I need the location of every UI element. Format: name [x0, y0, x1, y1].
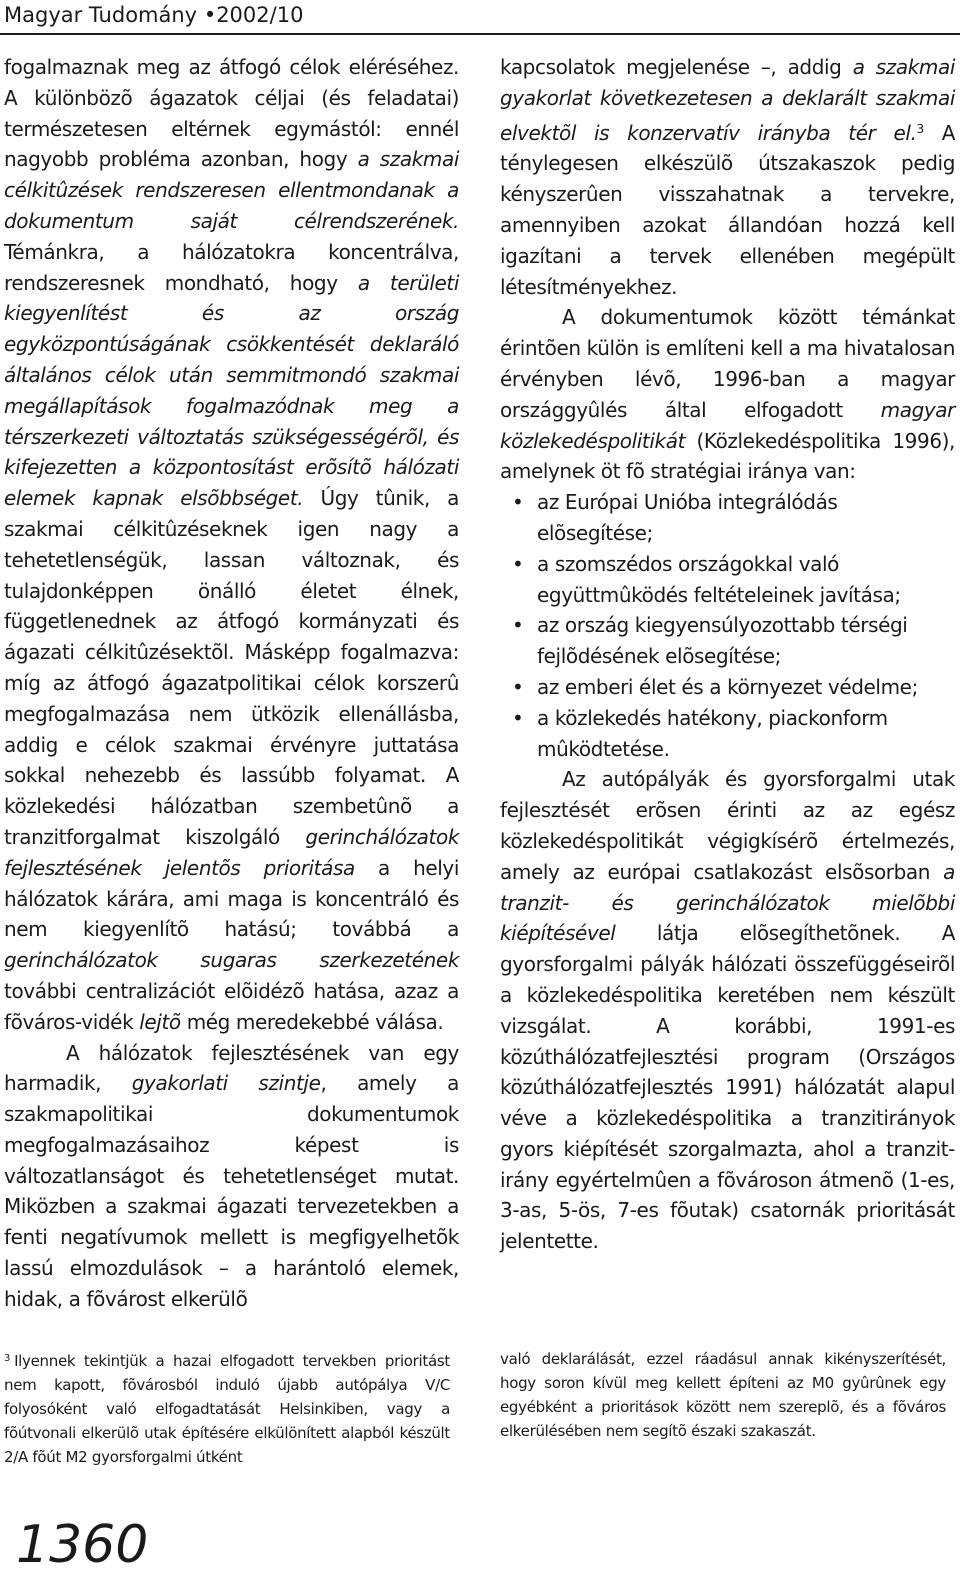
left-paragraph-1 [4, 52, 459, 1038]
right-paragraph-1 [500, 52, 955, 302]
text-run: A dokumentumok között témánkat érintõen külön is említeni kell a ma hivatalosan érvényben lévõ, 1996-ban a magyar országgyûlés által elfogadott [500, 305, 955, 422]
text-run: további centralizációt elõidézõ hatása, azaz a fõváros-vidék [4, 978, 459, 1034]
header-rule [0, 33, 960, 35]
footnote-body: Ilyennek tekintjük a hazai elfogadott tervekben prioritást nem kapott, fõvárosból induló újabb autópálya V/C folyosóként való elfogadtatását Helsinkiben, vagy a fõútvonali elkerülõ utak építésére elkülönített alapból készült 2/A fõút M2 gyorsforgalmi útként [4, 1352, 450, 1466]
list-item: • a közlekedés hatékony, piackonform mûködtetése. [500, 703, 955, 765]
footnote-text [4, 1347, 450, 1469]
journal-title: Magyar Tudomány [4, 3, 198, 27]
text-run: A hálózatok fejlesztésének van egy harmadik, [4, 1040, 459, 1096]
right-paragraph-2 [500, 302, 955, 487]
italic-run: gerinchálózatok fejlesztésének jelentõs prioritása [4, 824, 459, 880]
text-run: látja elõsegíthetõnek. A gyorsforgalmi pályák hálózati összefüggéseirõl a közlekedéspolitika keretében nem készült vizsgálat. A korábbi, 1991-es közúthálózatfejlesztési program (Országos közúthálózatfejlesztés 1991) hálózatát alapul véve a közlekedéspolitika a tranzitirányok gyors kiépítését szorgalmazta, ahol a tranzit-irány egyértelmûen a fõvároson átmenõ (1-es, 3-as, 5-ös, 7-es fõutak) csatornák prioritását jelentette. [500, 921, 955, 1254]
italic-run: magyar közlekedéspolitikát [500, 397, 955, 453]
text-run: (Közlekedéspolitika 1996), amelynek öt fõ stratégiai iránya van: [500, 428, 955, 484]
text-run: Úgy tûnik, a szakmai célkitûzéseknek igen nagy a tehetetlenségük, lassan változnak, és tulajdonképpen önálló életet élnek, függetlenednek az átfogó kormányzati és ágazati célkitûzésektõl. Másképp fogalmazva: míg az átfogó ágazatpolitikai célok korszerû megfogalmazása nem ütközik ellenállásba, addig e célok szakmai érvényre juttatása sokkal nehezebb és lassúbb folyamat. A közlekedési hálózatban szembetûnõ a tranzitforgalmat kiszolgáló [4, 486, 459, 849]
text-run: fogalmaznak meg az átfogó célok eléréséhez. A különbözõ ágazatok céljai (és feladatai) természetesen eltérnek egymástól: ennél nagyobb probléma azonban, hogy [4, 55, 459, 172]
text-run: kapcsolatok megjelenése –, addig [500, 55, 853, 79]
italic-run: gerinchálózatok sugaras szerkezetének [4, 948, 459, 973]
footnote-body: való deklarálását, ezzel ráadásul annak kikényszerítését, hogy soron kívül meg kellett építeni az M0 gyûrûnek egy egyébként a prioritások között nem szereplõ, és a fõváros elkerülésében nem segítõ északi szakaszát. [500, 1350, 946, 1440]
left-paragraph-2 [4, 1038, 459, 1315]
italic-run: a tranzit- és gerinchálózatok mielõbbi kiépítésével [500, 859, 955, 946]
footnote-text [500, 1347, 946, 1443]
running-header [0, 0, 356, 30]
text-run: , amely a szakmapolitikai dokumentumok megfogalmazásaihoz képest is változatlanságot és tehetetlenséget mutat. Miközben a szakmai ágazati tervezetekben a fenti negatívumok mellett is megfigyelhetõk lassú elmozdulások – a harántoló elemek, hidak, a fõvárost elkerülõ [4, 1071, 459, 1311]
italic-run: a területi kiegyenlítést és az ország egyközpontúságának csökkentését deklaráló általános célok után semmitmondó szakmai megállapítások fogalmazódnak meg a térszerkezeti változtatás szükségességérõl, és kifejezetten a központosítást erõsítõ hálózati elemek kapnak elsõbbséget. [4, 270, 460, 511]
list-item: • az ország kiegyensúlyozottabb térségi fejlõdésének elõsegítése; [500, 610, 955, 672]
italic-run: lejtõ [139, 1009, 181, 1034]
italic-run: a szakmai gyakorlat következetesen a deklarált szakmai elvektõl is konzervatív irányba tér el. [500, 55, 955, 145]
strategy-list [500, 487, 955, 764]
text-run: Az autópályák és gyorsforgalmi utak fejlesztését erõsen érinti az az egész közlekedéspolitikát végigkísérõ értelmezés, amely az európai csatlakozást elsõsorban [500, 767, 955, 884]
right-column [500, 52, 955, 1257]
footnote-left [4, 1347, 450, 1469]
footnote-right [500, 1347, 946, 1443]
list-item: • a szomszédos országokkal való együttmûködés feltételeinek javítása; [500, 549, 955, 611]
right-paragraph-3 [500, 764, 955, 1257]
text-run: A ténylegesen elkészülõ útszakaszok pedig kényszerûen visszahatnak a tervekre, amennyiben azokat állandóan hozzá kell igazítani a tervek ellenében megépült létesítményekhez. [500, 120, 955, 299]
footnote-marker: 3 [4, 1353, 11, 1364]
footnote-rule [4, 1320, 934, 1321]
list-item: • az Európai Unióba integrálódás elõsegítése; [500, 487, 955, 549]
text-run: még meredekebbé válása. [180, 1009, 444, 1034]
list-item: • az emberi élet és a környezet védelme; [500, 672, 955, 703]
issue-number: •2002/10 [203, 3, 304, 27]
italic-run: gyakorlati szintje [131, 1071, 321, 1096]
left-column [4, 52, 459, 1315]
page-number: 1360 [16, 1515, 149, 1575]
text-run: a helyi hálózatok kárára, ami maga is koncentráló és nem kiegyenlítõ hatású; továbbá a [4, 855, 459, 942]
italic-run: a szakmai célkitûzések rendszeresen ellentmondanak a dokumentum saját célrendszerének. [4, 147, 459, 233]
footnote-ref: 3 [916, 121, 924, 136]
text-run: Témánkra, a hálózatokra koncentrálva, rendszeresnek mondható, hogy [4, 239, 459, 295]
